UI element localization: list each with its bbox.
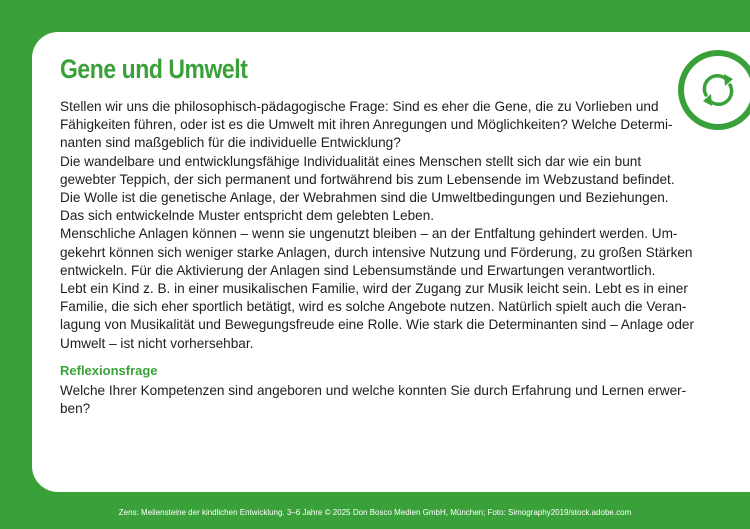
paragraph — [60, 98, 692, 153]
paragraph — [60, 153, 692, 226]
text-line: Fähigkeiten führen, oder ist es die Umwelt mit ihren Anregungen und Möglichkeiten? Welche Determi- — [60, 117, 673, 133]
text-line: Die wandelbare und entwicklungsfähige Individualität eines Menschen stellt sich dar wie ein bunt — [60, 153, 642, 169]
paragraph — [60, 225, 692, 280]
text-line: Menschliche Anlagen können – wenn sie ungenutzt bleiben – an der Entfaltung gehindert werden. Um- — [60, 226, 678, 242]
text-line: ben? — [60, 401, 91, 417]
paragraph — [60, 280, 695, 353]
footer-credit: Zens: Meilensteine der kindlichen Entwicklung. 3–6 Jahre © 2025 Don Bosco Medien GmbH, München; Foto: Simography2019/stock.adobe.com — [118, 508, 632, 517]
text-line: entwickeln. Für die Aktivierung der Anlagen sind Lebensumstände und Erwartungen verantwortlich. — [60, 262, 656, 278]
text-line: lagung von Musikalität und Bewegungsfreude eine Rolle. Wie stark die Determinanten sind – Anlage oder — [60, 317, 695, 333]
reflexion-heading: Reflexionsfrage — [60, 363, 158, 378]
text-line: Das sich entwickelnde Muster entspricht dem gelebten Leben. — [60, 208, 435, 224]
text-line: Die Wolle ist die genetische Anlage, der Webrahmen sind die Umweltbedingungen und Beziehungen. — [60, 190, 669, 206]
text-line: gekehrt können sich weniger starke Anlagen, durch intensive Nutzung und Förderung, zu großen Stärken — [60, 244, 693, 260]
text-line: Lebt ein Kind z. B. in einer musikalischen Familie, wird der Zugang zur Musik leicht sein. Lebt es in einer — [60, 281, 688, 297]
page-title: Gene und Umwelt — [60, 54, 248, 84]
reflexion-question — [60, 382, 692, 418]
body-text — [60, 98, 695, 353]
text-line: gewebter Teppich, der sich permanent und fortwährend bis zum Lebensende im Webzustand befindet. — [60, 171, 675, 187]
text-line: Stellen wir uns die philosophisch-pädagogische Frage: Sind es eher die Gene, die zu Vorlieben und — [60, 99, 659, 114]
text-line: Familie, die sich eher sportlich betätigt, wird es solche Angebote nutzen. Natürlich spielt auch die Veran- — [60, 299, 687, 315]
text-line: nanten sind maßgeblich für die individuelle Entwicklung? — [60, 135, 401, 151]
text-line: Umwelt – ist nicht vorhersehbar. — [60, 335, 254, 351]
refresh-cycle-icon — [693, 65, 743, 115]
text-line: Welche Ihrer Kompetenzen sind angeboren und welche konnten Sie durch Erfahrung und Lernen erwer- — [60, 383, 687, 398]
